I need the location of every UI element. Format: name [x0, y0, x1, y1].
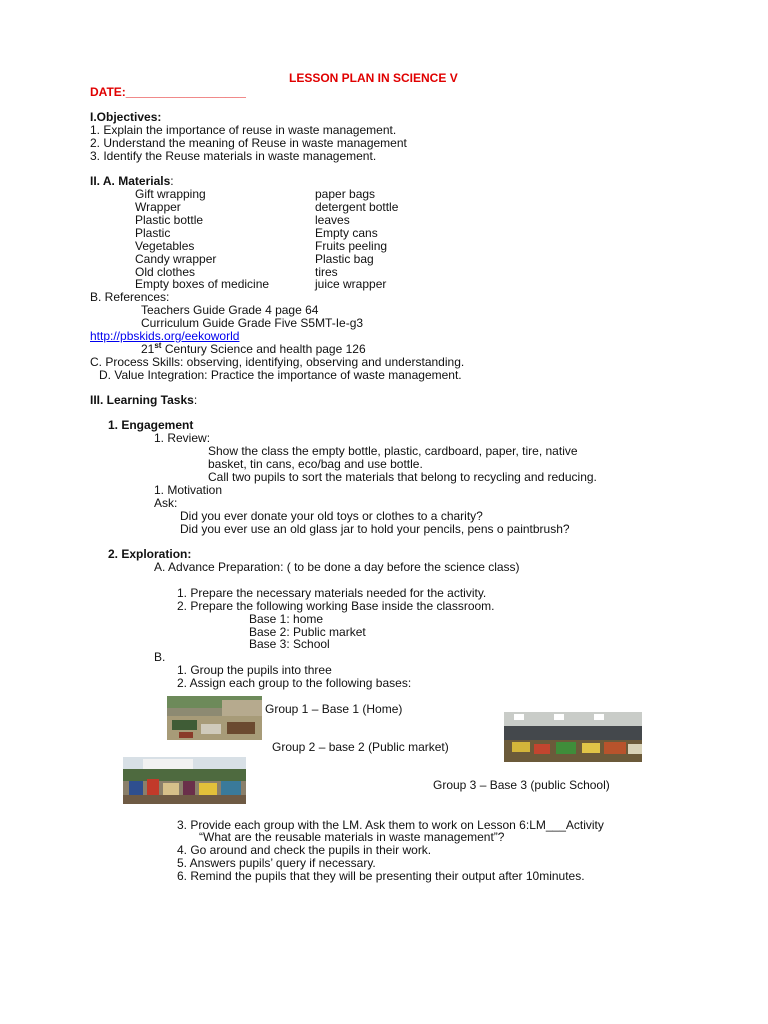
page-title: LESSON PLAN IN SCIENCE V — [289, 71, 458, 85]
advance-preparation: A. Advance Preparation: ( to be done a day before the science class) — [154, 560, 520, 574]
objective-item: 2. Understand the meaning of Reuse in waste management — [90, 136, 407, 150]
reference-item: Teachers Guide Grade 4 page 64 — [141, 303, 319, 317]
materials-colon: : — [170, 174, 174, 188]
reference-link[interactable]: http://pbskids.org/eekoworld — [90, 329, 240, 343]
review-line: Show the class the empty bottle, plastic, cardboard, paper, tire, native — [208, 444, 578, 458]
motivation-label: 1. Motivation — [154, 483, 223, 497]
material-right: detergent bottle — [315, 200, 399, 214]
date-label: DATE:__________________ — [90, 85, 246, 99]
material-left: Plastic bottle — [135, 213, 204, 227]
activity-step: 5. Answers pupils’ query if necessary. — [177, 856, 376, 870]
material-right: Empty cans — [315, 226, 378, 240]
engagement-heading: 1. Engagement — [108, 418, 194, 432]
group-step: 2. Assign each group to the following bases: — [177, 676, 412, 690]
ask-label: Ask: — [154, 496, 178, 510]
learning-tasks-colon: : — [193, 393, 198, 407]
century-number: 21 — [141, 342, 155, 356]
material-left: Candy wrapper — [135, 252, 217, 266]
material-right: Fruits peeling — [315, 239, 388, 253]
process-skills: C. Process Skills: observing, identifying, observing and understanding. — [90, 355, 465, 369]
market-photo — [504, 712, 642, 762]
prep-step: 2. Prepare the following working Base inside the classroom. — [177, 599, 495, 613]
ask-line: Did you ever use an old glass jar to hold your pencils, pens o paintbrush? — [180, 522, 570, 536]
ask-line: Did you ever donate your old toys or clothes to a charity? — [180, 509, 483, 523]
activity-step: 4. Go around and check the pupils in their work. — [177, 843, 432, 857]
group-label: Group 2 – base 2 (Public market) — [272, 740, 449, 754]
material-right: leaves — [315, 213, 350, 227]
material-left: Old clothes — [135, 265, 196, 279]
review-label: 1. Review: — [154, 431, 211, 445]
material-left: Vegetables — [135, 239, 195, 253]
group-label: Group 3 – Base 3 (public School) — [433, 778, 610, 792]
review-line: Call two pupils to sort the materials that belong to recycling and reducing. — [208, 470, 597, 484]
material-right: paper bags — [315, 187, 376, 201]
material-left: Empty boxes of medicine — [135, 277, 270, 291]
home-photo — [167, 696, 262, 740]
objectives-heading: I.Objectives: — [90, 110, 162, 124]
base-item: Base 2: Public market — [249, 625, 366, 639]
activity-step: 3. Provide each group with the LM. Ask them to work on Lesson 6:LM___Activity — [177, 818, 604, 832]
century-superscript: st — [154, 341, 162, 350]
group-label: Group 1 – Base 1 (Home) — [265, 702, 403, 716]
school-photo — [123, 757, 246, 804]
base-item: Base 3: School — [249, 637, 330, 651]
material-right: tires — [315, 265, 338, 279]
material-left: Gift wrapping — [135, 187, 206, 201]
prep-step: 1. Prepare the necessary materials needed for the activity. — [177, 586, 487, 600]
materials-heading: II. A. Materials — [90, 174, 171, 188]
material-left: Wrapper — [135, 200, 181, 214]
objective-item: 3. Identify the Reuse materials in waste management. — [90, 149, 377, 163]
learning-tasks-heading-line — [90, 394, 197, 407]
group-step: 1. Group the pupils into three — [177, 663, 332, 677]
review-line: basket, tin cans, eco/bag and use bottle. — [208, 457, 423, 471]
century-text: Century Science and health page 126 — [161, 342, 366, 356]
material-right: Plastic bag — [315, 252, 374, 266]
learning-tasks-heading: III. Learning Tasks — [90, 393, 194, 407]
material-right: juice wrapper — [315, 277, 387, 291]
material-left: Plastic — [135, 226, 171, 240]
objective-item: 1. Explain the importance of reuse in waste management. — [90, 123, 397, 137]
references-heading: B. References: — [90, 290, 170, 304]
activity-step: 6. Remind the pupils that they will be presenting their output after 10minutes. — [177, 869, 585, 883]
part-b-label: B. — [154, 650, 166, 664]
exploration-heading: 2. Exploration: — [108, 547, 192, 561]
activity-step: “What are the reusable materials in waste management”? — [199, 830, 505, 844]
reference-item: Curriculum Guide Grade Five S5MT-Ie-g3 — [141, 316, 364, 330]
value-integration: D. Value Integration: Practice the importance of waste management. — [99, 368, 462, 382]
base-item: Base 1: home — [249, 612, 324, 626]
